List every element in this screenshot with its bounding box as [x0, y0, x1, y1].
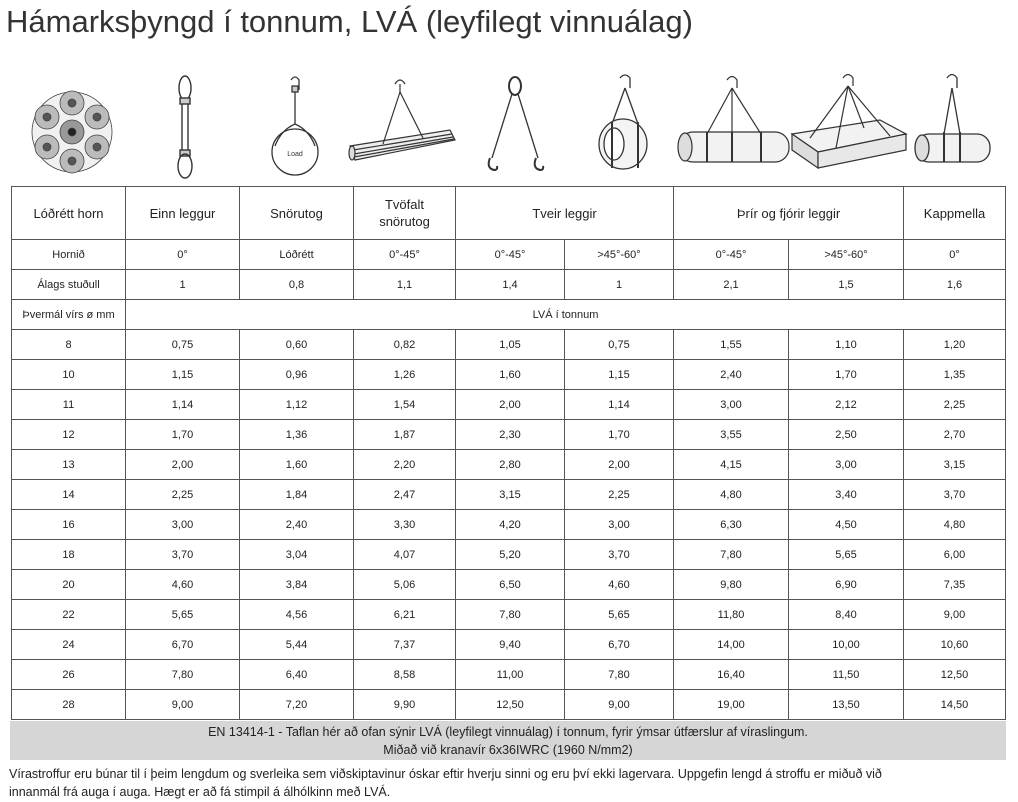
lva-value-cell: 1,14 [126, 390, 240, 420]
lva-value-cell: 2,00 [565, 450, 674, 480]
lva-value-cell: 2,20 [354, 450, 456, 480]
factor-cell: 1,6 [904, 270, 1006, 300]
diameter-cell: 16 [12, 510, 126, 540]
lva-value-cell: 7,80 [456, 600, 565, 630]
lva-value-cell: 4,50 [789, 510, 904, 540]
lva-value-cell: 1,55 [674, 330, 789, 360]
lva-value-cell: 1,70 [126, 420, 240, 450]
lva-unit-label: LVÁ í tonnum [126, 300, 1006, 330]
lva-value-cell: 0,82 [354, 330, 456, 360]
lva-value-cell: 2,25 [565, 480, 674, 510]
diameter-cell: 18 [12, 540, 126, 570]
lva-value-cell: 7,80 [674, 540, 789, 570]
load-label: Load [287, 151, 303, 158]
header-three-four-legs: Þrír og fjórir leggir [674, 187, 904, 240]
lva-value-cell: 14,00 [674, 630, 789, 660]
table-row [12, 480, 1006, 510]
lva-value-cell: 7,20 [240, 690, 354, 720]
lva-value-cell: 2,40 [674, 360, 789, 390]
lva-value-cell: 6,30 [674, 510, 789, 540]
lva-value-cell: 1,60 [240, 450, 354, 480]
lva-value-cell: 1,70 [789, 360, 904, 390]
angle-label: Hornið [12, 240, 126, 270]
lva-value-cell: 0,60 [240, 330, 354, 360]
factor-cell: 0,8 [240, 270, 354, 300]
lva-value-cell: 2,12 [789, 390, 904, 420]
diameter-row [12, 300, 1006, 330]
wire-rope-cross-section-icon [24, 72, 120, 184]
lva-value-cell: 2,30 [456, 420, 565, 450]
lva-value-cell: 4,60 [565, 570, 674, 600]
lva-value-cell: 12,50 [904, 660, 1006, 690]
angle-cell: 0° [126, 240, 240, 270]
diameter-cell: 11 [12, 390, 126, 420]
diameter-cell: 28 [12, 690, 126, 720]
lva-value-cell: 9,80 [674, 570, 789, 600]
lva-value-cell: 0,96 [240, 360, 354, 390]
factor-cell: 1 [126, 270, 240, 300]
lva-value-cell: 11,80 [674, 600, 789, 630]
factor-row [12, 270, 1006, 300]
lva-value-cell: 3,84 [240, 570, 354, 600]
factor-cell: 1,4 [456, 270, 565, 300]
lva-value-cell: 2,25 [904, 390, 1006, 420]
four-leg-block-lift-icon [788, 72, 913, 184]
lva-value-cell: 4,60 [126, 570, 240, 600]
lva-value-cell: 2,50 [789, 420, 904, 450]
lva-value-cell: 9,00 [565, 690, 674, 720]
standard-note-line1: EN 13414-1 - Taflan hér að ofan sýnir LVÁ (leyfilegt vinnuálag) í tonnum, fyrir ýmsar útfærslur af víraslingum. [208, 725, 808, 739]
angle-cell: 0°-45° [456, 240, 565, 270]
lva-value-cell: 9,90 [354, 690, 456, 720]
lva-value-cell: 3,30 [354, 510, 456, 540]
factor-cell: 1,1 [354, 270, 456, 300]
table-row [12, 510, 1006, 540]
table-row [12, 420, 1006, 450]
lva-value-cell: 7,37 [354, 630, 456, 660]
angle-cell: 0° [904, 240, 1006, 270]
lva-value-cell: 9,00 [904, 600, 1006, 630]
lva-value-cell: 4,07 [354, 540, 456, 570]
table-row [12, 570, 1006, 600]
angle-row [12, 240, 1006, 270]
factor-cell: 1 [565, 270, 674, 300]
lva-value-cell: 3,00 [674, 390, 789, 420]
two-leg-coil-lift-icon [590, 72, 660, 184]
header-basket-hitch: Kappmella [904, 187, 1006, 240]
table-header-row [12, 187, 1006, 240]
lva-value-cell: 4,80 [674, 480, 789, 510]
lva-value-cell: 5,65 [565, 600, 674, 630]
lva-value-cell: 14,50 [904, 690, 1006, 720]
lva-value-cell: 0,75 [126, 330, 240, 360]
diameter-cell: 13 [12, 450, 126, 480]
lva-value-cell: 4,80 [904, 510, 1006, 540]
lva-value-cell: 1,70 [565, 420, 674, 450]
angle-cell: Lóðrétt [240, 240, 354, 270]
table-row [12, 600, 1006, 630]
lva-value-cell: 13,50 [789, 690, 904, 720]
lva-value-cell: 0,75 [565, 330, 674, 360]
table-row [12, 450, 1006, 480]
lva-value-cell: 5,44 [240, 630, 354, 660]
header-two-legs: Tveir leggir [456, 187, 674, 240]
lva-value-cell: 12,50 [456, 690, 565, 720]
lva-value-cell: 8,58 [354, 660, 456, 690]
lva-value-cell: 6,21 [354, 600, 456, 630]
header-double-choke-line1: Tvöfalt [384, 197, 424, 212]
diameter-cell: 12 [12, 420, 126, 450]
diameter-cell: 26 [12, 660, 126, 690]
lva-value-cell: 1,15 [126, 360, 240, 390]
lva-value-cell: 5,65 [789, 540, 904, 570]
sling-notes-line2: innanmál frá auga í auga. Hægt er að fá stimpil á álhólkinn með LVÁ. [9, 785, 391, 799]
lva-value-cell: 2,00 [126, 450, 240, 480]
header-double-choke-line2: snörutog [379, 214, 430, 229]
lva-value-cell: 5,06 [354, 570, 456, 600]
lva-value-cell: 3,00 [565, 510, 674, 540]
three-leg-cylinder-lift-icon [675, 72, 795, 184]
lva-value-cell: 11,50 [789, 660, 904, 690]
diameter-cell: 20 [12, 570, 126, 600]
sling-notes-line1: Vírastroffur eru búnar til í þeim lengdum og sverleika sem viðskiptavinur óskar eftir hverju sinni og eru því ekki lagervara. Uppgefin lengd á stroffu er miðuð við [9, 767, 882, 781]
lva-value-cell: 6,50 [456, 570, 565, 600]
lva-value-cell: 1,87 [354, 420, 456, 450]
lva-value-cell: 5,65 [126, 600, 240, 630]
choke-hitch-load-icon [265, 72, 325, 184]
lva-value-cell: 3,04 [240, 540, 354, 570]
sling-illustrations [10, 72, 1006, 184]
lva-value-cell: 1,14 [565, 390, 674, 420]
lva-value-cell: 1,15 [565, 360, 674, 390]
diameter-cell: 8 [12, 330, 126, 360]
table-row [12, 690, 1006, 720]
angle-cell: 0°-45° [674, 240, 789, 270]
lva-value-cell: 3,70 [126, 540, 240, 570]
angle-cell: >45°-60° [565, 240, 674, 270]
lva-value-cell: 2,40 [240, 510, 354, 540]
factor-label: Álags stuðull [12, 270, 126, 300]
table-row [12, 390, 1006, 420]
lva-value-cell: 4,15 [674, 450, 789, 480]
factor-cell: 1,5 [789, 270, 904, 300]
lva-value-cell: 6,00 [904, 540, 1006, 570]
lva-value-cell: 3,40 [789, 480, 904, 510]
lva-value-cell: 1,54 [354, 390, 456, 420]
header-double-choke-hitch [354, 187, 456, 240]
lva-value-cell: 4,56 [240, 600, 354, 630]
lva-value-cell: 1,10 [789, 330, 904, 360]
lva-value-cell: 1,12 [240, 390, 354, 420]
lva-value-cell: 1,60 [456, 360, 565, 390]
lva-value-cell: 1,05 [456, 330, 565, 360]
lva-value-cell: 6,90 [789, 570, 904, 600]
lva-table [11, 186, 1006, 720]
lva-value-cell: 3,55 [674, 420, 789, 450]
basket-hitch-icon [910, 72, 995, 184]
lva-value-cell: 2,47 [354, 480, 456, 510]
lva-value-cell: 1,20 [904, 330, 1006, 360]
lva-value-cell: 2,25 [126, 480, 240, 510]
lva-value-cell: 1,84 [240, 480, 354, 510]
diameter-cell: 22 [12, 600, 126, 630]
angle-cell: 0°-45° [354, 240, 456, 270]
factor-cell: 2,1 [674, 270, 789, 300]
lva-value-cell: 7,35 [904, 570, 1006, 600]
lva-value-cell: 9,40 [456, 630, 565, 660]
lva-value-cell: 7,80 [126, 660, 240, 690]
lva-value-cell: 3,15 [904, 450, 1006, 480]
diameter-cell: 24 [12, 630, 126, 660]
lva-value-cell: 3,00 [126, 510, 240, 540]
lva-value-cell: 6,40 [240, 660, 354, 690]
lva-value-cell: 2,70 [904, 420, 1006, 450]
lva-value-cell: 5,20 [456, 540, 565, 570]
header-single-leg: Einn leggur [126, 187, 240, 240]
single-leg-sling-icon [160, 72, 210, 184]
lva-value-cell: 3,70 [904, 480, 1006, 510]
page-title: Hámarksþyngd í tonnum, LVÁ (leyfilegt vinnuálag) [6, 4, 693, 39]
header-vertical-angle: Lóðrétt horn [12, 187, 126, 240]
lva-value-cell: 10,00 [789, 630, 904, 660]
lva-value-cell: 8,40 [789, 600, 904, 630]
table-row [12, 360, 1006, 390]
diameter-cell: 14 [12, 480, 126, 510]
double-choke-hitch-icon [345, 72, 460, 184]
lva-value-cell: 11,00 [456, 660, 565, 690]
lva-value-cell: 1,26 [354, 360, 456, 390]
sling-notes [9, 765, 1009, 801]
lva-value-cell: 2,00 [456, 390, 565, 420]
standard-note [10, 721, 1006, 760]
lva-value-cell: 10,60 [904, 630, 1006, 660]
table-row [12, 660, 1006, 690]
angle-cell: >45°-60° [789, 240, 904, 270]
lva-value-cell: 3,00 [789, 450, 904, 480]
table-row [12, 540, 1006, 570]
table-row [12, 330, 1006, 360]
lva-value-cell: 6,70 [565, 630, 674, 660]
header-choke-hitch: Snörutog [240, 187, 354, 240]
lva-value-cell: 4,20 [456, 510, 565, 540]
lva-value-cell: 9,00 [126, 690, 240, 720]
two-leg-sling-icon [480, 72, 550, 184]
lva-value-cell: 19,00 [674, 690, 789, 720]
lva-value-cell: 3,70 [565, 540, 674, 570]
diameter-label: Þvermál vírs ø mm [12, 300, 126, 330]
lva-value-cell: 3,15 [456, 480, 565, 510]
lva-value-cell: 1,35 [904, 360, 1006, 390]
standard-note-line2: Miðað við kranavír 6x36IWRC (1960 N/mm2) [383, 743, 633, 757]
lva-value-cell: 16,40 [674, 660, 789, 690]
lva-value-cell: 7,80 [565, 660, 674, 690]
lva-data-rows [12, 330, 1006, 720]
table-row [12, 630, 1006, 660]
diameter-cell: 10 [12, 360, 126, 390]
lva-value-cell: 1,36 [240, 420, 354, 450]
lva-value-cell: 2,80 [456, 450, 565, 480]
lva-value-cell: 6,70 [126, 630, 240, 660]
